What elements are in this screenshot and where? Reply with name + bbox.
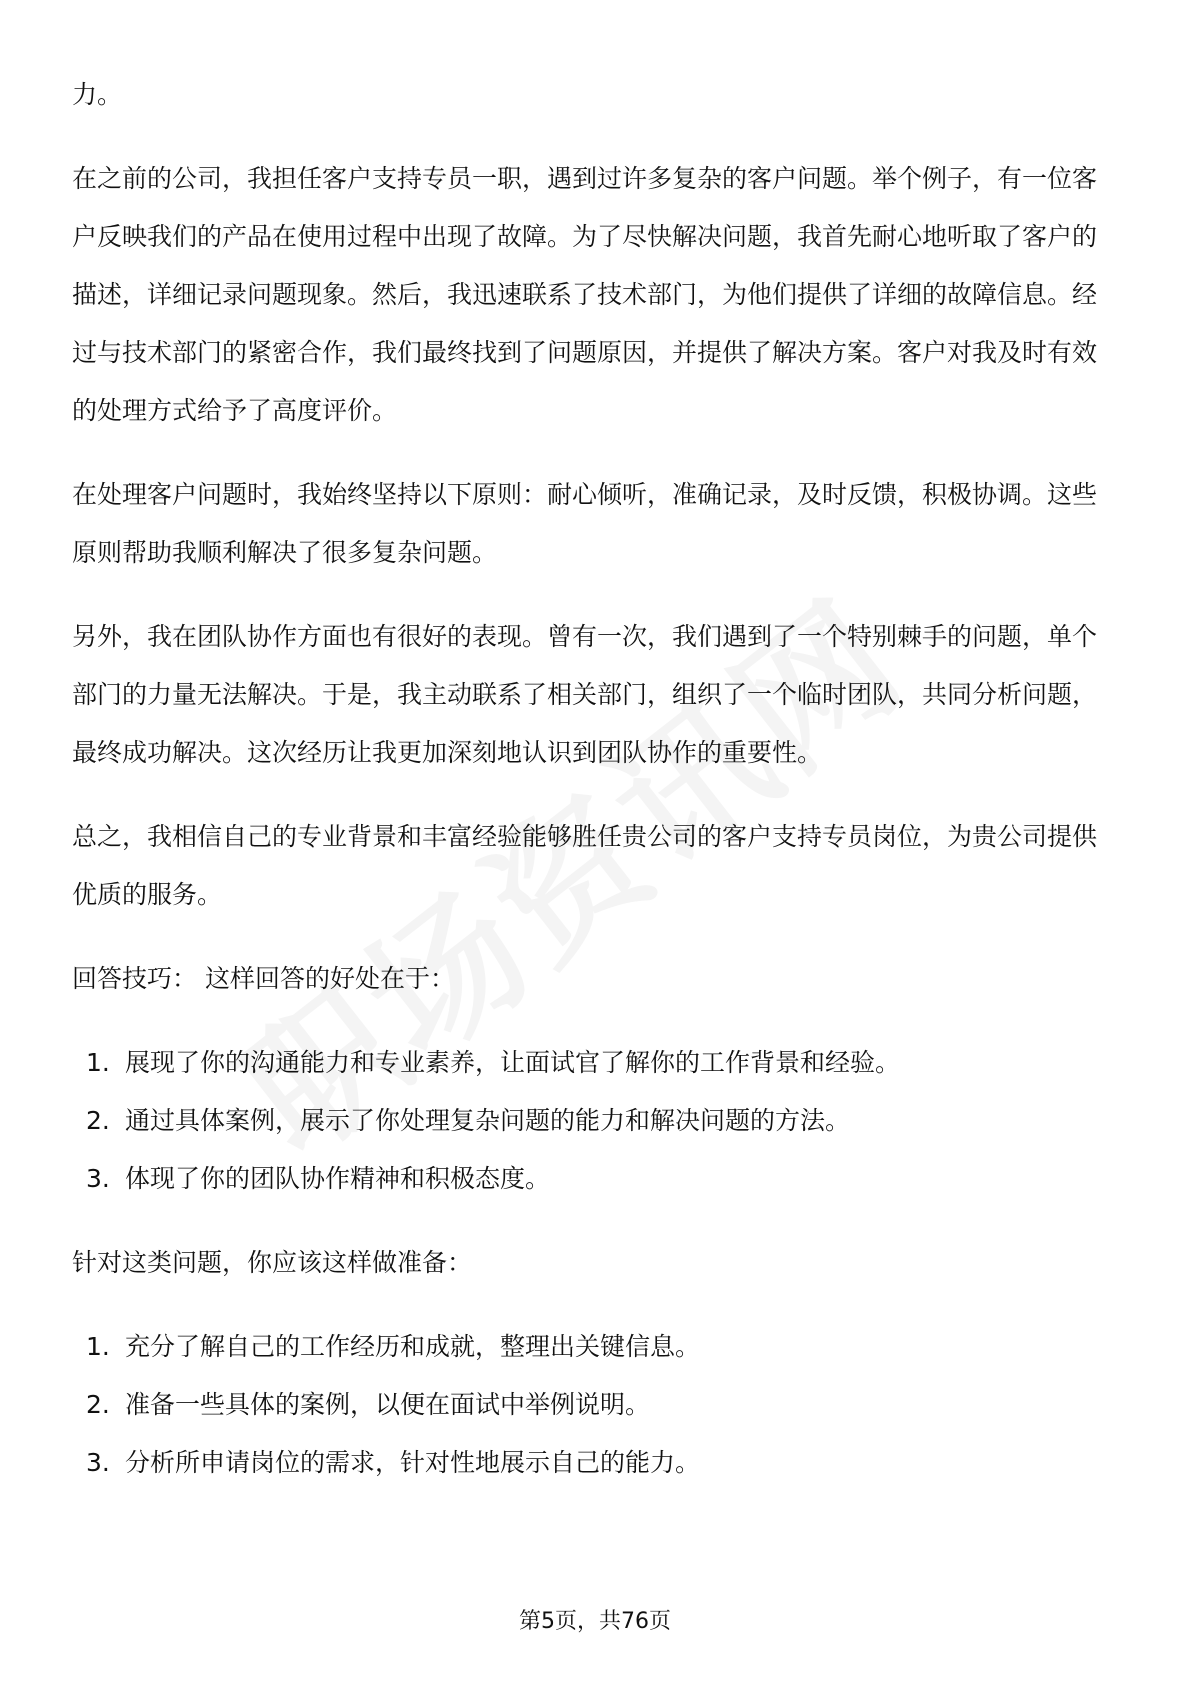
paragraph-conclusion: 总之，我相信自己的专业背景和丰富经验能够胜任贵公司的客户支持专员岗位，为贵公司提供优质的服务。	[72, 822, 1098, 909]
list-item-number: 2.	[86, 1390, 110, 1419]
list-item-text: 通过具体案例，展示了你处理复杂问题的能力和解决问题的方法。	[125, 1106, 851, 1135]
paragraph-teamwork: 另外，我在团队协作方面也有很好的表现。曾有一次，我们遇到了一个特别棘手的问题，单个部门的力量无法解决。于是，我主动联系了相关部门，组织了一个临时团队，共同分析问题，最终成功解决。这次经历让我更加深刻地认识到团队协作的重要性。	[72, 622, 1098, 767]
list-item	[72, 1376, 1118, 1434]
list-item-number: 3.	[86, 1164, 110, 1193]
list-item-number: 1.	[86, 1332, 110, 1361]
list-item	[72, 1034, 1118, 1092]
list-item-number: 2.	[86, 1106, 110, 1135]
list-item-text: 展现了你的沟通能力和专业素养，让面试官了解你的工作背景和经验。	[125, 1048, 901, 1077]
page-content	[72, 66, 1118, 1492]
prep-list	[72, 1318, 1118, 1492]
list-item-text: 分析所申请岗位的需求，针对性地展示自己的能力。	[125, 1448, 701, 1477]
list-item-text: 充分了解自己的工作经历和成就，整理出关键信息。	[125, 1332, 701, 1361]
list-item	[72, 1092, 1118, 1150]
list-item	[72, 1318, 1118, 1376]
list-item	[72, 1434, 1118, 1492]
list-item	[72, 1150, 1118, 1208]
list-item-text: 准备一些具体的案例，以便在面试中举例说明。	[125, 1390, 651, 1419]
tips-heading: 回答技巧： 这样回答的好处在于：	[72, 964, 455, 993]
tips-list	[72, 1034, 1118, 1208]
paragraph-principles: 在处理客户问题时，我始终坚持以下原则：耐心倾听，准确记录，及时反馈，积极协调。这些原则帮助我顺利解决了很多复杂问题。	[72, 480, 1098, 567]
paragraph-experience: 在之前的公司，我担任客户支持专员一职，遇到过许多复杂的客户问题。举个例子，有一位客户反映我们的产品在使用过程中出现了故障。为了尽快解决问题，我首先耐心地听取了客户的描述，详细记录问题现象。然后，我迅速联系了技术部门，为他们提供了详细的故障信息。经过与技术部门的紧密合作，我们最终找到了问题原因，并提供了解决方案。客户对我及时有效的处理方式给予了高度评价。	[72, 164, 1098, 425]
list-item-number: 3.	[86, 1448, 110, 1477]
list-item-text: 体现了你的团队协作精神和积极态度。	[125, 1164, 551, 1193]
paragraph-continuation: 力。	[72, 80, 123, 109]
prep-heading: 针对这类问题，你应该这样做准备：	[72, 1248, 473, 1277]
page-number-footer: 第5页，共76页	[519, 1609, 671, 1634]
list-item-number: 1.	[86, 1048, 110, 1077]
